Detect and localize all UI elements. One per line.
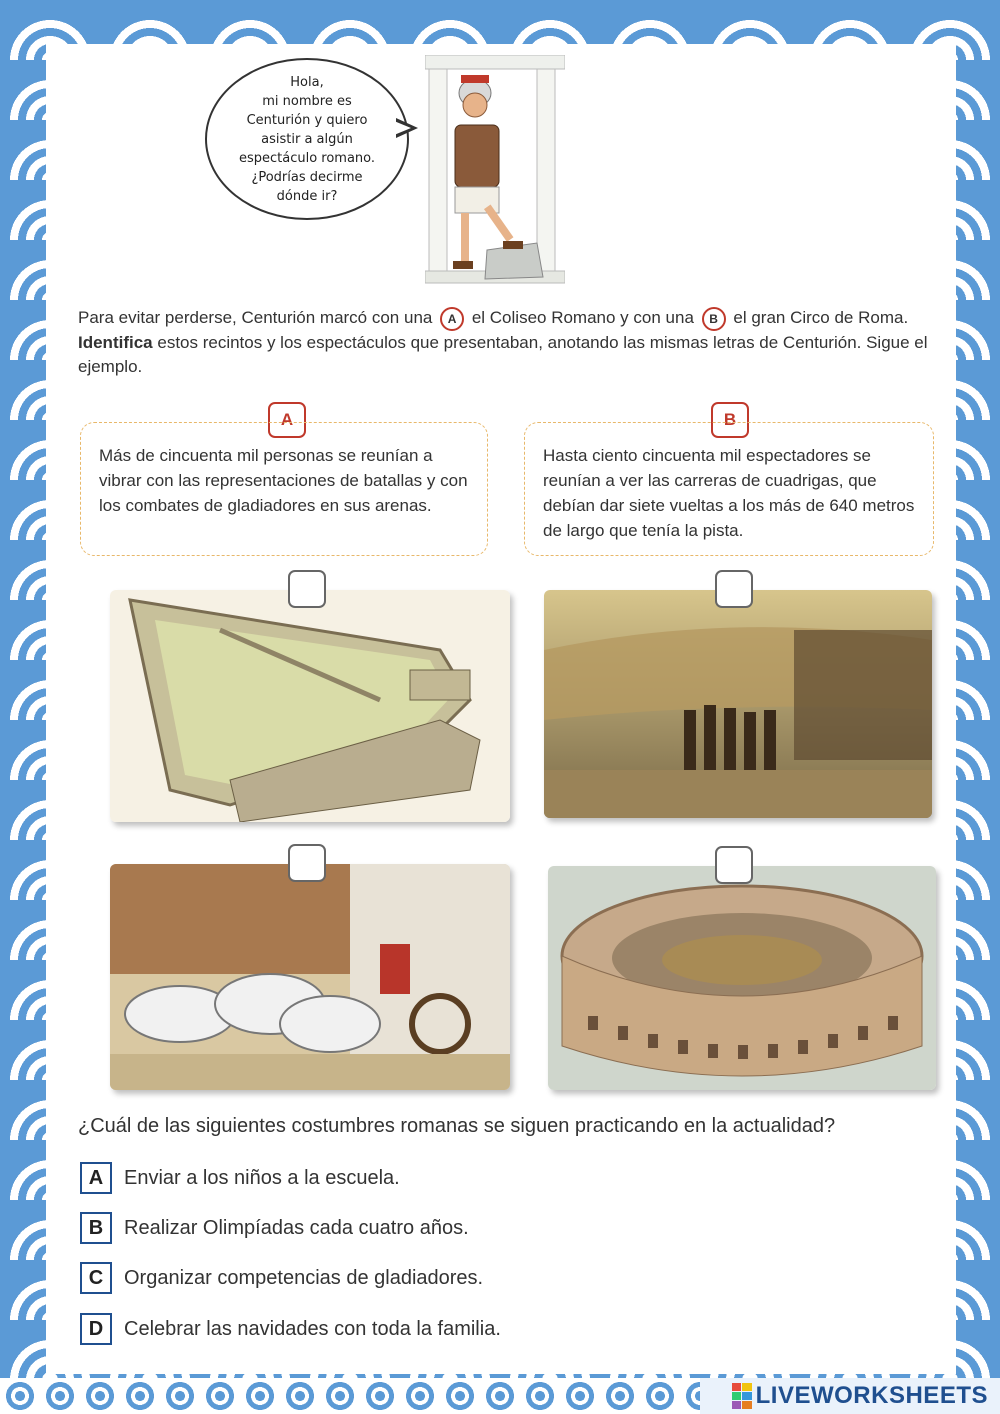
answer-box-image-2[interactable]: [715, 570, 753, 608]
mark-a-circle: A: [440, 307, 464, 331]
card-b-tag: B: [711, 402, 749, 438]
speech-line: espectáculo romano.: [238, 150, 376, 166]
card-a-text: Más de cincuenta mil personas se reunían a vibrar con las representaciones de batallas y con los combates de gladiadores en sus arenas.: [99, 446, 468, 515]
speech-line: ¿Podrías decirme: [251, 169, 363, 185]
option-text: Celebrar las navidades con toda la familia.: [124, 1317, 501, 1340]
brand-name: LIVEWORKSHEETS: [755, 1382, 988, 1409]
speech-bubble-tail: [396, 118, 418, 138]
speech-line: Hola,: [290, 74, 324, 90]
option-c[interactable]: [80, 1262, 483, 1294]
chariot-race-image: [110, 864, 510, 1090]
option-text: Organizar competencias de gladiadores.: [124, 1266, 484, 1289]
mark-b-circle: B: [702, 307, 726, 331]
instructions-paragraph: [78, 306, 928, 379]
speech-line: Centurión y quiero: [246, 112, 368, 128]
question-text: ¿Cuál de las siguientes costumbres romanas se siguen practicando en la actualidad?: [78, 1115, 836, 1137]
intro-bold-verb: Identifica: [78, 332, 153, 352]
intro-text: estos recintos y los espectáculos que presentaban, anotando las mismas letras de Centurión. Sigue el ejemplo.: [78, 332, 928, 376]
option-letter[interactable]: D: [80, 1313, 112, 1345]
centurion-illustration: [425, 55, 565, 285]
option-a[interactable]: [80, 1162, 400, 1194]
speech-line: asistir a algún: [261, 131, 353, 147]
intro-text: Para evitar perderse, Centurión marcó con una: [78, 308, 433, 327]
speech-line: dónde ir?: [276, 188, 338, 204]
speech-line: mi nombre es: [262, 93, 352, 109]
option-text: Enviar a los niños a la escuela.: [124, 1166, 400, 1189]
intro-text: el gran Circo de Roma.: [733, 308, 909, 327]
option-text: Realizar Olimpíadas cada cuatro años.: [124, 1216, 469, 1239]
card-a-description: [80, 422, 488, 556]
gladiators-colosseum-image: [544, 590, 932, 818]
option-letter[interactable]: B: [80, 1212, 112, 1244]
answer-box-image-1[interactable]: [288, 570, 326, 608]
card-b-description: [524, 422, 934, 556]
card-b-text: Hasta ciento cincuenta mil espectadores se reunían a ver las carreras de cuadrigas, que debían dar siete vueltas a los más de 640 metros de largo que tenía la pista.: [543, 446, 915, 540]
answer-box-image-4[interactable]: [715, 846, 753, 884]
ring-pattern: [0, 1378, 700, 1414]
liveworksheets-logo: [728, 1380, 992, 1412]
colosseum-aerial-image: [548, 866, 936, 1090]
intro-text: el Coliseo Romano y con una: [471, 308, 694, 327]
option-letter[interactable]: C: [80, 1262, 112, 1294]
card-a-tag: A: [268, 402, 306, 438]
answer-box-image-3[interactable]: [288, 844, 326, 882]
brand-logo-icon: [732, 1383, 752, 1409]
option-d[interactable]: [80, 1313, 501, 1345]
option-letter[interactable]: A: [80, 1162, 112, 1194]
speech-bubble: [205, 58, 409, 220]
circus-maximus-image: [110, 590, 510, 822]
option-b[interactable]: [80, 1212, 469, 1244]
